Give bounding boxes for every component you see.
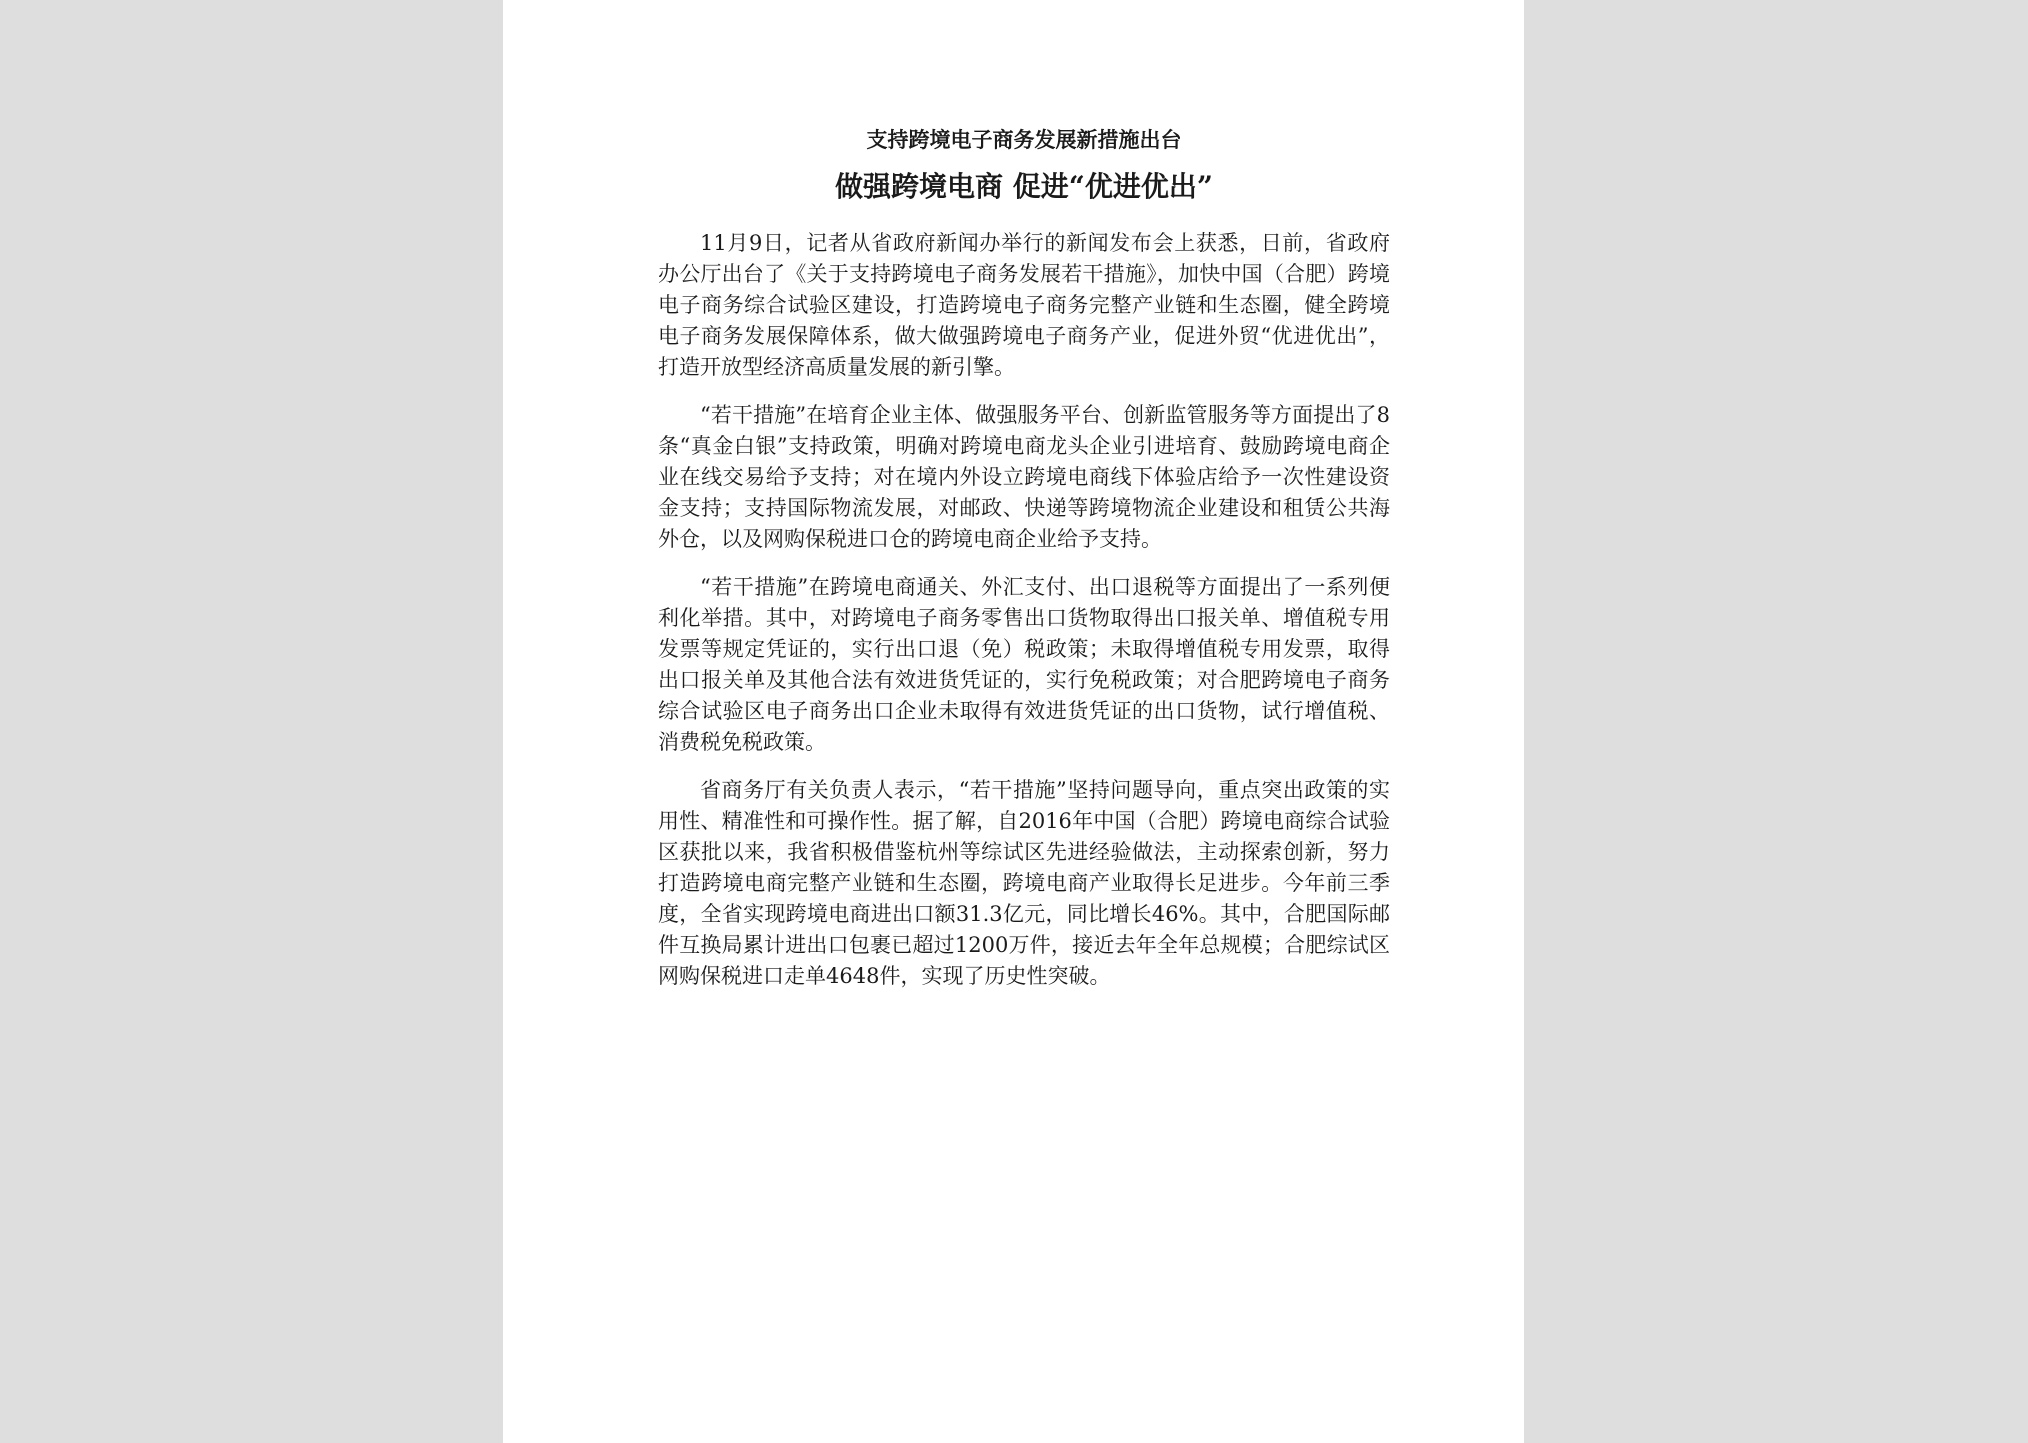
article-paragraph-4: 省商务厅有关负责人表示，“若干措施”坚持问题导向，重点突出政策的实用性、精准性和可操作性。据了解，自2016年中国（合肥）跨境电商综合试验区获批以来，我省积极借鉴杭州等综试区先进经验做法，主动探索创新，努力打造跨境电商完整产业链和生态圈，跨境电商产业取得长足进步。今年前三季度，全省实现跨境电商进出口额31.3亿元，同比增长46%。其中，合肥国际邮件互换局累计进出口包裹已超过1200万件，接近去年全年总规模；合肥综试区网购保税进口走单4648件，实现了历史性突破。: [658, 778, 1390, 988]
article: [658, 126, 1390, 1009]
article-paragraph-2: “若干措施”在培育企业主体、做强服务平台、创新监管服务等方面提出了8条“真金白银”支持政策，明确对跨境电商龙头企业引进培育、鼓励跨境电商企业在线交易给予支持；对在境内外设立跨境电商线下体验店给予一次性建设资金支持；支持国际物流发展，对邮政、快递等跨境物流企业建设和租赁公共海外仓，以及网购保税进口仓的跨境电商企业给予支持。: [658, 403, 1390, 551]
article-headline: 做强跨境电商 促进“优进优出”: [835, 170, 1213, 203]
article-paragraph-3: “若干措施”在跨境电商通关、外汇支付、出口退税等方面提出了一系列便利化举措。其中，对跨境电子商务零售出口货物取得出口报关单、增值税专用发票等规定凭证的，实行出口退（免）税政策；未取得增值税专用发票，取得出口报关单及其他合法有效进货凭证的，实行免税政策；对合肥跨境电子商务综合试验区电子商务出口企业未取得有效进货凭证的出口货物，试行增值税、消费税免税政策。: [658, 575, 1390, 754]
document-page: [503, 0, 1524, 1443]
article-subtitle: 支持跨境电子商务发展新措施出台: [866, 127, 1182, 152]
article-paragraph-1: 11月9日，记者从省政府新闻办举行的新闻发布会上获悉，日前，省政府办公厅出台了《关于支持跨境电子商务发展若干措施》，加快中国（合肥）跨境电子商务综合试验区建设，打造跨境电子商务完整产业链和生态圈，健全跨境电子商务发展保障体系，做大做强跨境电子商务产业，促进外贸“优进优出”，打造开放型经济高质量发展的新引擎。: [658, 231, 1390, 379]
